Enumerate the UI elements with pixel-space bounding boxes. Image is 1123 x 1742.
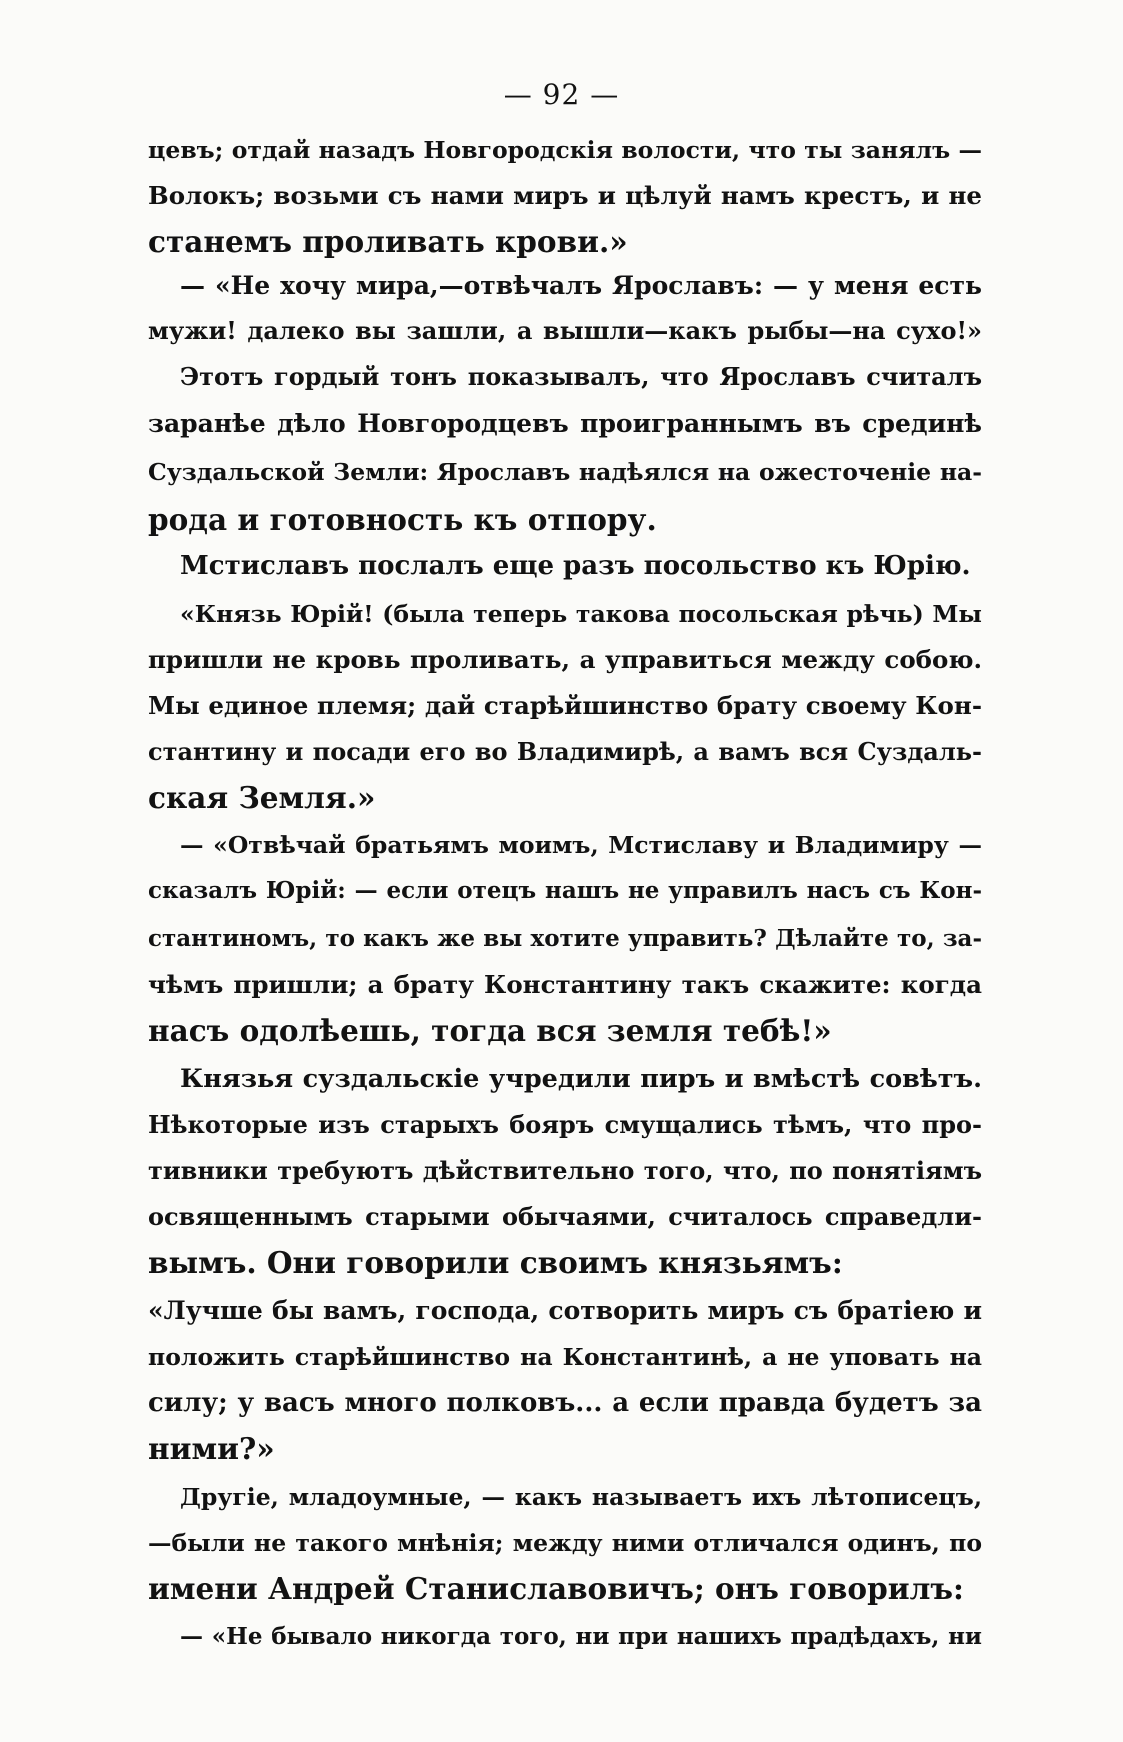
text-line: имени Андрей Станиславовичъ; онъ говорилъ: [148,1571,964,1606]
text-line: «Лучше бы вамъ, господа, сотворить миръ съ братіею и [148,1296,982,1325]
text-line: Князья суздальскіе учредили пиръ и вмѣстѣ совѣтъ. [180,1064,982,1094]
text-line: вымъ. Они говорили своимъ князьямъ: [148,1245,843,1280]
text-line: стантиномъ, то какъ же вы хотите управить? Дѣлайте то, за- [148,925,982,952]
text-line: стантину и посади его во Владимирѣ, а вамъ вся Суздаль- [148,737,982,766]
text-line: ними?» [148,1431,275,1466]
text-line: цевъ; отдай назадъ Новгородскія волости, что ты занялъ — [148,136,982,164]
text-line: станемъ проливать крови.» [148,224,628,259]
text-line: «Князь Юрій! (была теперь такова посольская рѣчь) Мы [180,600,982,628]
text-line: — «Не бывало никогда того, ни при нашихъ прадѣдахъ, ни [180,1623,982,1650]
text-line: чѣмъ пришли; а брату Константину такъ скажите: когда [148,970,982,999]
text-line: Другіе, младоумные, — какъ называетъ ихъ лѣтописецъ, [180,1483,982,1511]
text-line: насъ одолѣешь, тогда вся земля тебѣ!» [148,1013,832,1048]
text-line: мужи! далеко вы зашли, а вышли—какъ рыбы—на сухо!» [148,316,982,345]
text-line: Нѣкоторые изъ старыхъ бояръ смущались тѣмъ, что про- [148,1110,982,1139]
text-line: Волокъ; возьми съ нами миръ и цѣлуй намъ крестъ, и не [148,181,982,210]
text-line: Этотъ гордый тонъ показывалъ, что Ярославъ считалъ [180,362,982,391]
text-line: положить старѣйшинство на Константинѣ, а не уповать на [148,1343,982,1371]
text-line: пришли не кровь проливать, а управиться между собою. [148,645,982,674]
text-line: Суздальской Земли: Ярославъ надѣялся на ожесточеніе на- [148,458,982,486]
text-line: — «Не хочу мира,—отвѣчалъ Ярославъ: — у меня есть [180,271,982,300]
text-line: — «Отвѣчай братьямъ моимъ, Мстиславу и Владимиру — [180,831,982,859]
text-line: —были не такого мнѣнія; между ними отличался одинъ, по [148,1529,982,1557]
text-line: ская Земля.» [148,780,376,815]
text-line: сказалъ Юрій: — если отецъ нашъ не управилъ насъ съ Кон- [148,877,982,904]
text-line: заранѣе дѣло Новгородцевъ проиграннымъ въ срединѣ [148,409,982,438]
text-line: силу; у васъ много полковъ... а если правда будетъ за [148,1388,982,1418]
text-line: Мы единое племя; дай старѣйшинство брату своему Кон- [148,691,982,720]
text-line: освященнымъ старыми обычаями, считалось справедли- [148,1202,982,1231]
text-line: рода и готовность къ отпору. [148,502,657,537]
text-line: тивники требуютъ дѣйствительно того, что, по понятіямъ [148,1156,982,1185]
text-line: Мстиславъ послалъ еще разъ посольство къ Юрію. [180,551,971,581]
page-number: — 92 — [503,78,620,111]
